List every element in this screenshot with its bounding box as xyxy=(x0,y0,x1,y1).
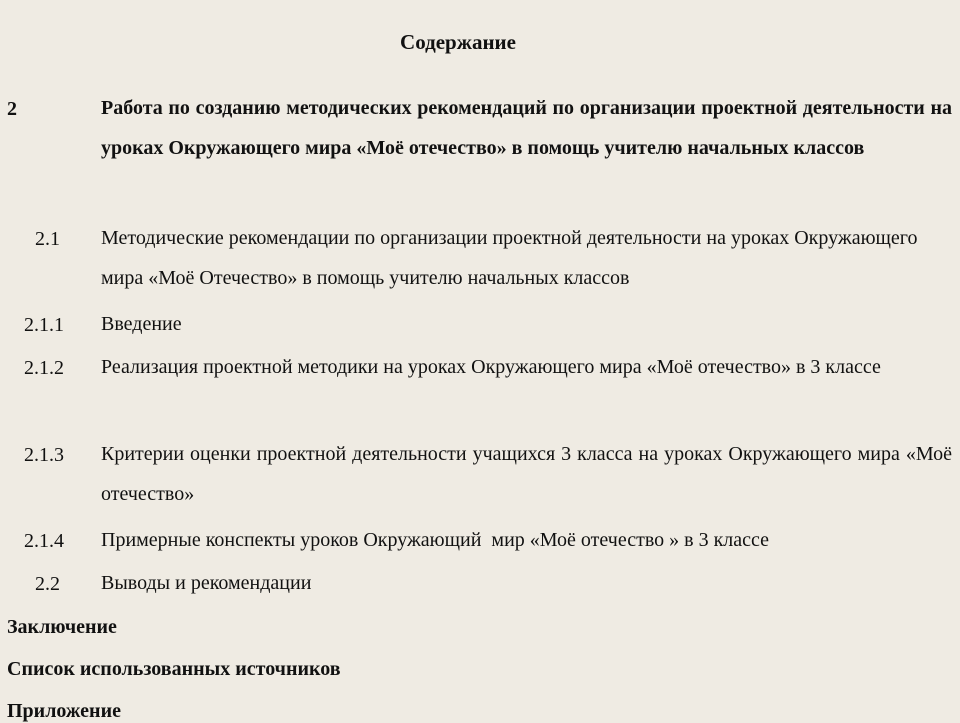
toc-entry-references: Список использованных источников xyxy=(7,658,341,680)
toc-entry-number: 2.2 xyxy=(35,573,60,595)
toc-entry-number: 2 xyxy=(7,98,17,120)
toc-entry-text: Примерные конспекты уроков Окружающий мир «Моё отечество » в 3 классе xyxy=(101,529,770,551)
toc-entry-text: Критерии оценки проектной деятельности учащихся 3 класса на уроках Окружающего мира «Моё отечество» xyxy=(101,443,952,505)
toc-entry-number: 2.1.2 xyxy=(24,357,64,379)
toc-entry-text: Работа по созданию методических рекомендаций по организации проектной деятельности на уроках Окружающего мира «Моё отечество» в помощь учителю начальных классов xyxy=(101,97,952,159)
toc-entry-text: Методические рекомендации по организации проектной деятельности на уроках Окружающего мира «Моё Отечество» в помощь учителю начальных классов xyxy=(101,227,918,289)
toc-entry-number: 2.1.3 xyxy=(24,444,64,466)
toc-entry-text: Введение xyxy=(101,313,182,335)
toc-entry-text: Реализация проектной методики на уроках Окружающего мира «Моё отечество» в 3 классе xyxy=(101,356,881,378)
toc-entry-appendix: Приложение xyxy=(7,700,121,722)
toc-entry-conclusion: Заключение xyxy=(7,616,117,638)
toc-entry-text: Выводы и рекомендации xyxy=(101,572,312,594)
toc-entry-number: 2.1.1 xyxy=(24,314,64,336)
toc-entry-number: 2.1 xyxy=(35,228,60,250)
page-title: Содержание xyxy=(400,30,516,54)
toc-entry-number: 2.1.4 xyxy=(24,530,64,552)
